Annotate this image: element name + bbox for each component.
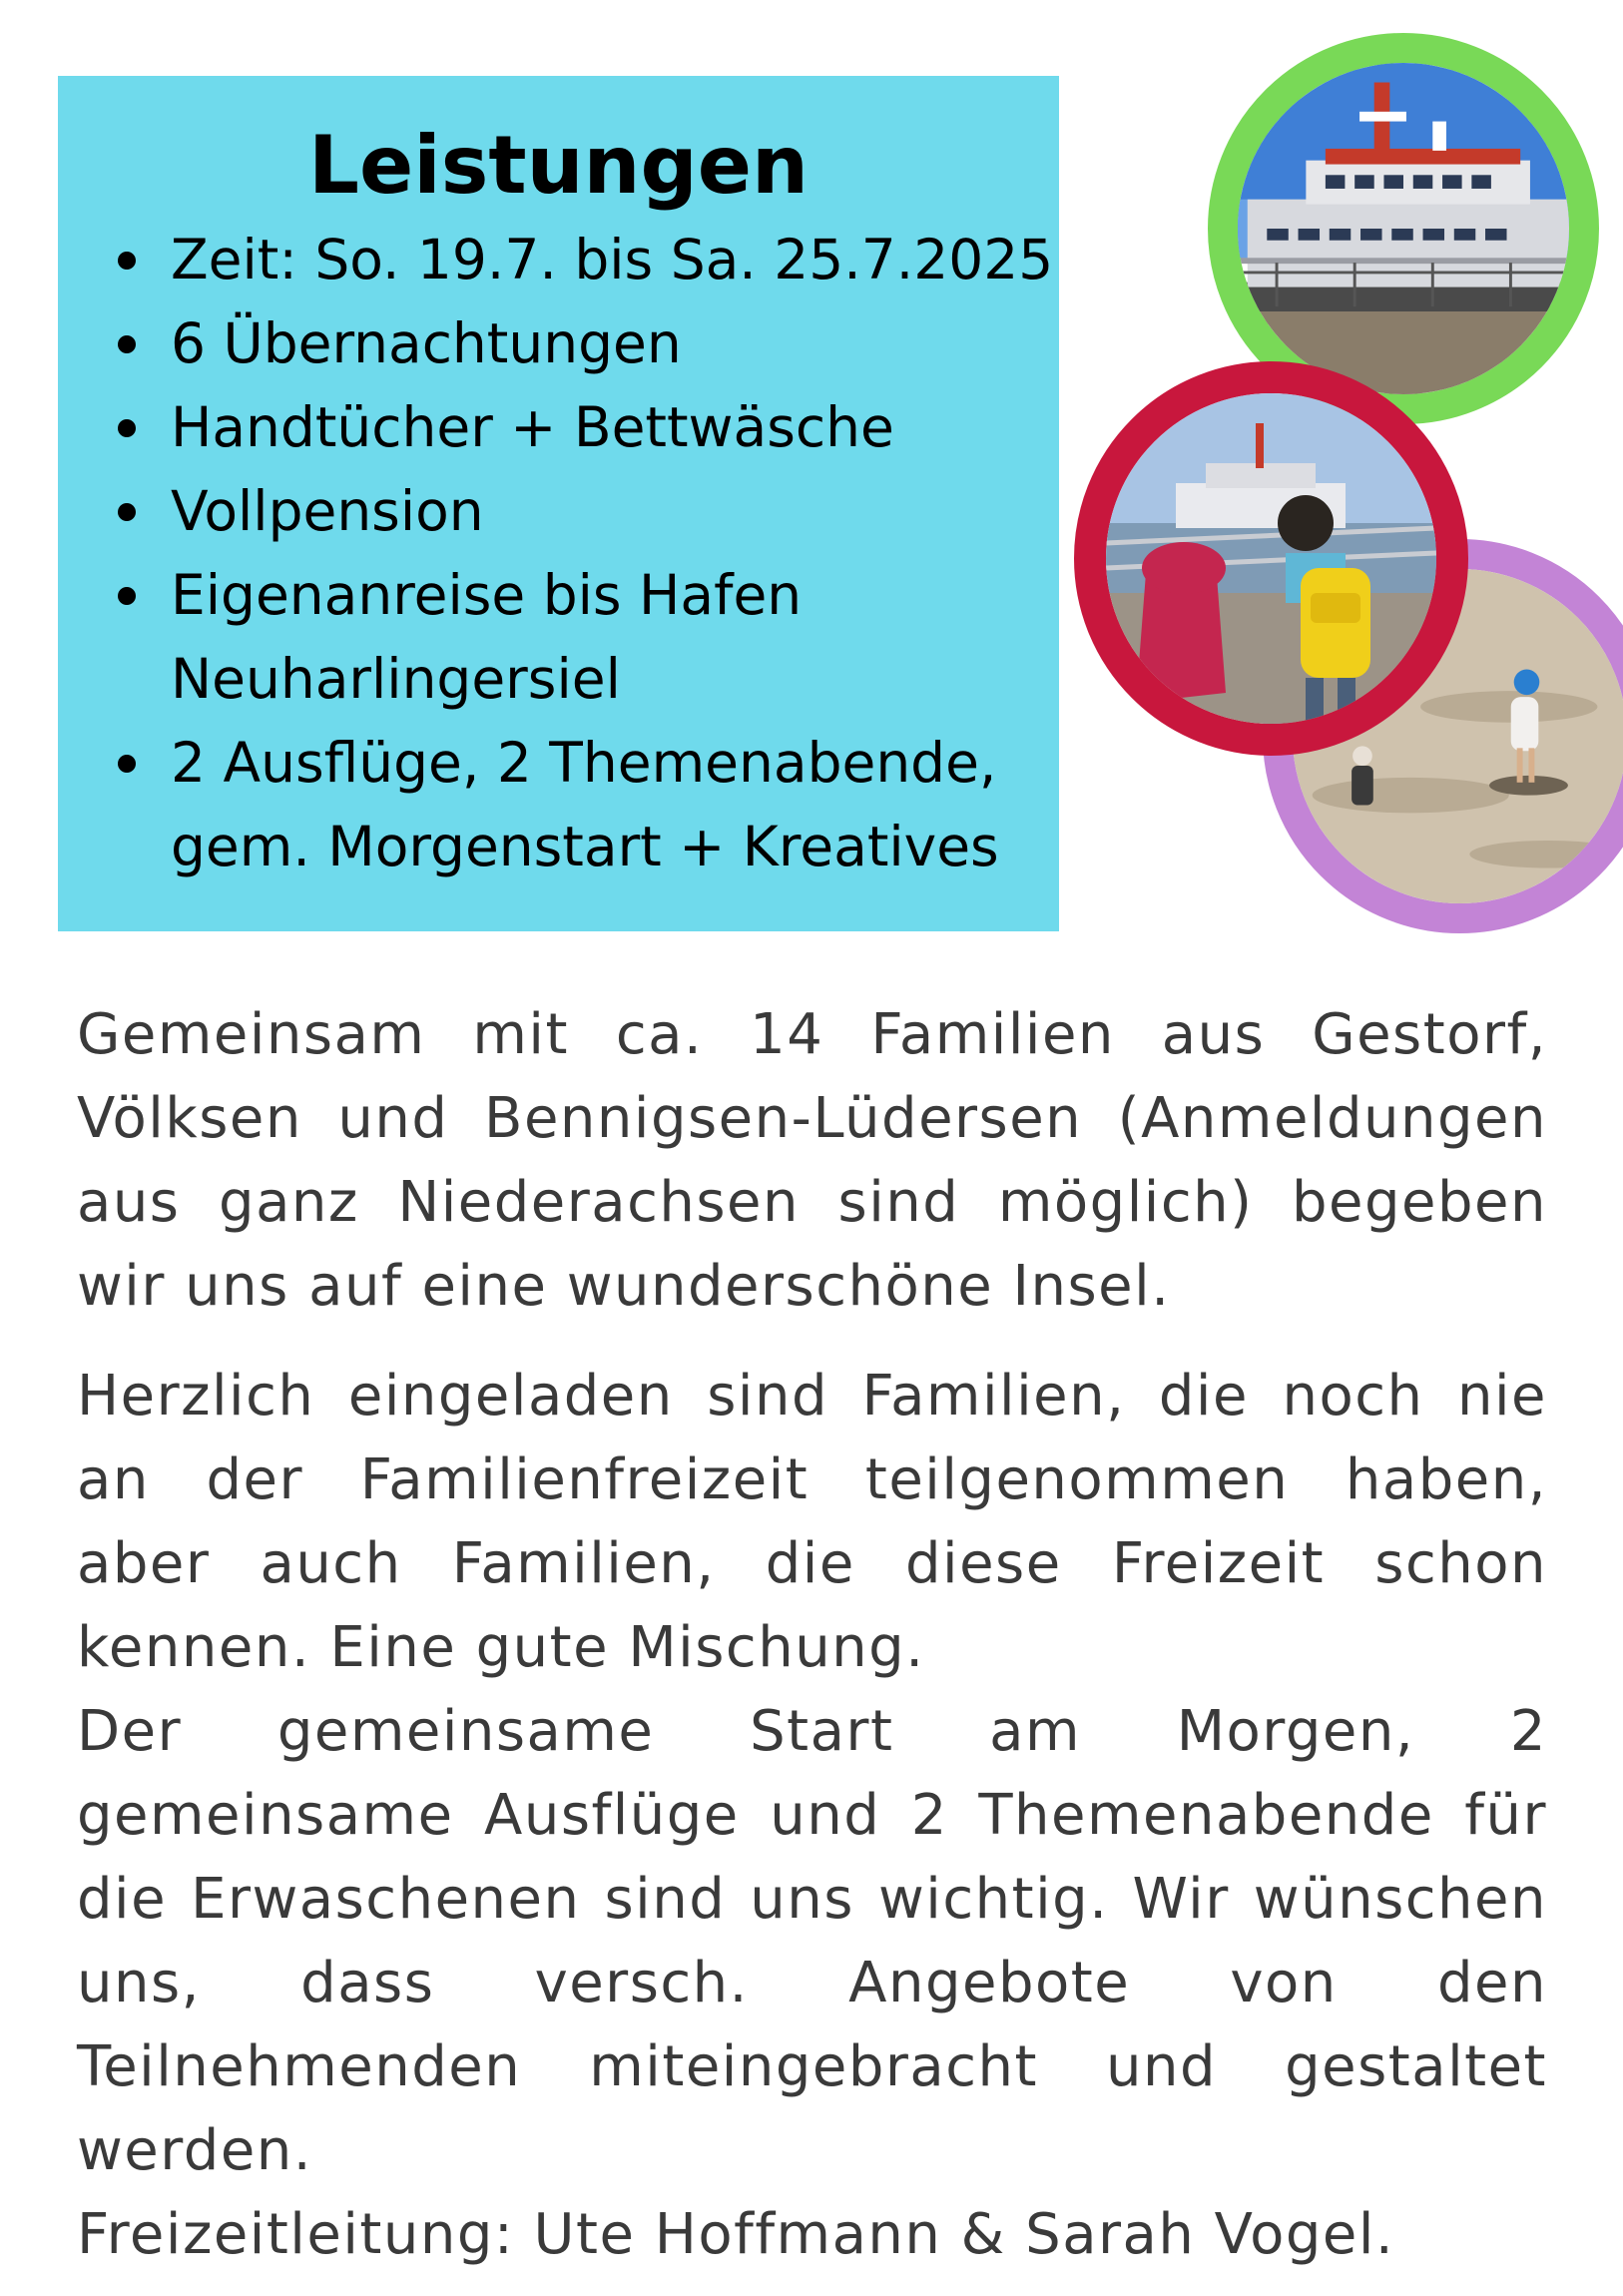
- bullet-icon: [118, 587, 136, 605]
- services-item: 2 Ausflüge, 2 Themenabende,: [108, 721, 1039, 805]
- services-item: 6 Übernachtungen: [108, 301, 1039, 385]
- services-item: Eigenanreise bis Hafen: [108, 553, 1039, 637]
- services-item-continuation: Neuharlingersiel: [171, 647, 621, 711]
- description-paragraph: Herzlich eingeladen sind Familien, die noch nie an der Familienfreizeit teilgenommen haben, aber auch Familien, die diese Freizeit schon kennen. Eine gute Mischung.: [77, 1364, 1547, 1680]
- bullet-icon: [118, 419, 136, 437]
- bullet-icon: [118, 755, 136, 773]
- bullet-icon: [118, 252, 136, 270]
- description-text: [77, 993, 1547, 2277]
- description-paragraph: Gemeinsam mit ca. 14 Familien aus Gestorf, Völksen und Bennigsen-Lüdersen (Anmeldungen aus ganz Niederachsen sind möglich) begeben wir uns auf eine wunderschöne Insel.: [77, 1002, 1547, 1319]
- services-item: Zeit: So. 19.7. bis Sa. 25.7.2025: [108, 218, 1039, 301]
- services-item: Handtücher + Bettwäsche: [108, 385, 1039, 469]
- children-at-harbor-photo: [1074, 361, 1468, 756]
- services-item-continuation: gem. Morgenstart + Kreatives: [171, 815, 999, 878]
- services-list: [108, 218, 1054, 888]
- services-box: [58, 76, 1059, 931]
- services-item: Vollpension: [108, 469, 1039, 553]
- leadership-line: Freizeitleitung: Ute Hoffmann & Sarah Vogel.: [77, 2202, 1395, 2267]
- services-title: Leistungen: [308, 119, 809, 212]
- bullet-icon: [118, 335, 136, 353]
- bullet-icon: [118, 503, 136, 521]
- description-paragraph: Der gemeinsame Start am Morgen, 2 gemeinsame Ausflüge und 2 Themenabende für die Erwaschenen sind uns wichtig. Wir wünschen uns, dass versch. Angebote von den Teilnehmenden miteingebracht und gestaltet werden.: [77, 1699, 1547, 2183]
